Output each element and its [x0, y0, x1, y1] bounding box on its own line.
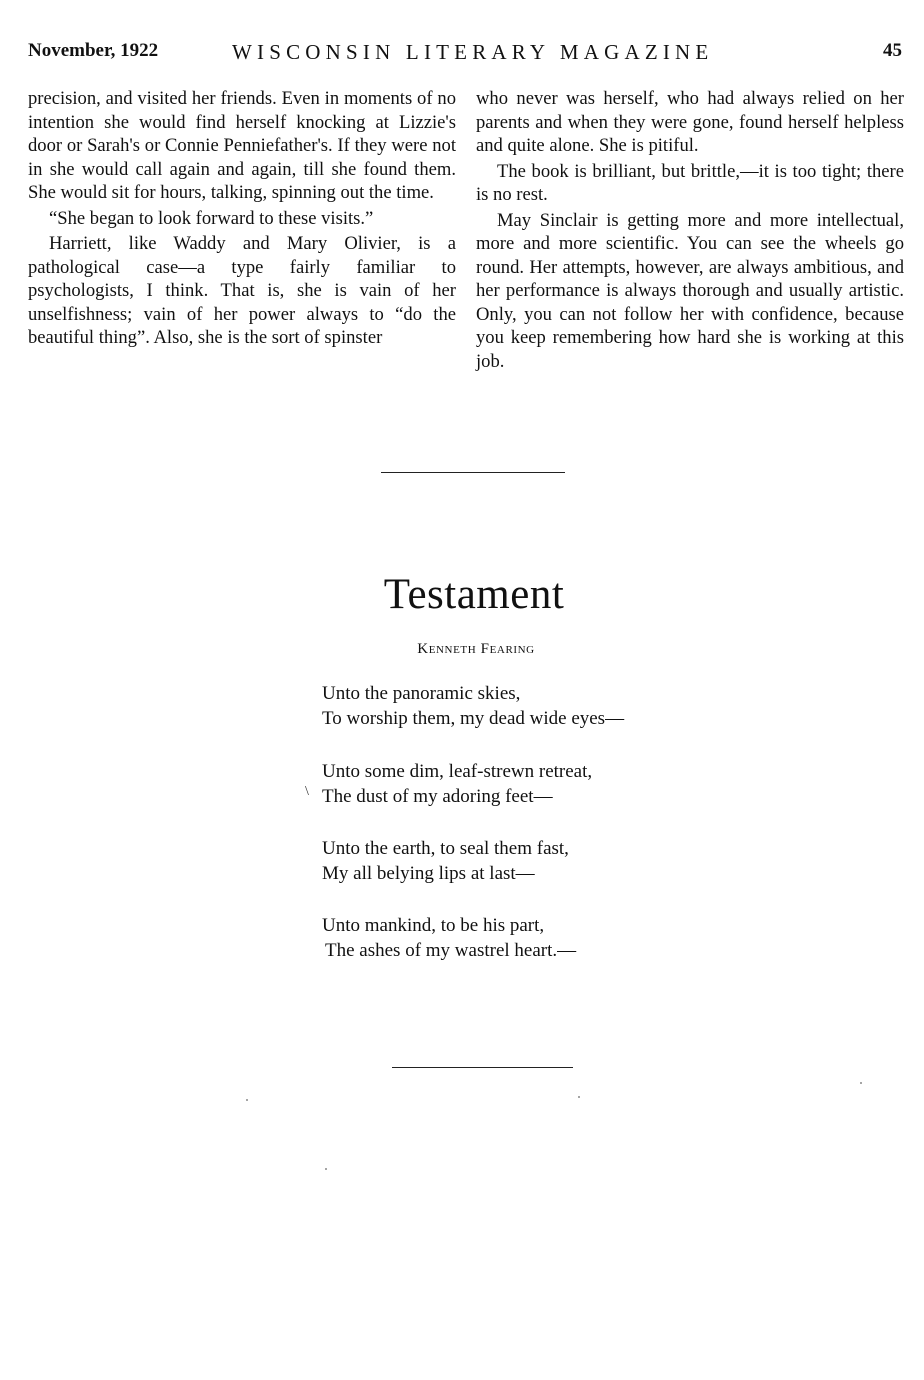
poem-stanza — [322, 682, 624, 731]
paragraph: Harriett, like Waddy and Mary Olivier, is a pathological case—a type fairly familiar to psychologists, I think. That is, she is vain of her unselfishness; vain of her power always to “do the beautiful thing”. Also, she is the sort of spinster — [28, 233, 456, 348]
margin-mark: \ — [305, 784, 309, 799]
paper-speck — [246, 1099, 248, 1101]
paragraph: precision, and visited her friends. Even in moments of no intention she would find herself knocking at Lizzie's door or Sarah's or Connie Penniefather's. If they were not in she would call again and again, till she found them. She would sit for hours, talking, spinning out the time. — [28, 88, 456, 203]
paragraph: “She began to look forward to these visits.” — [49, 207, 374, 229]
poem-line: Unto mankind, to be his part, — [322, 915, 545, 936]
paragraph: The book is brilliant, but brittle,—it is too tight; there is no rest. — [476, 160, 904, 205]
poem-line: To worship them, my dead wide eyes— — [322, 707, 625, 729]
poem-line: The ashes of my wastrel heart.— — [325, 939, 577, 961]
paragraph: May Sinclair is getting more and more intellectual, more and more scientific. You can see the wheels go round. Her attempts, however, are always ambitious, and her performance is always thorough and usually artistic. Only, you can not follow her with confidence, because you keep remembering how hard she is working at this job. — [476, 209, 904, 372]
paper-speck — [578, 1096, 580, 1098]
poem-line: My all belying lips at last— — [322, 862, 535, 884]
page-number: 45 — [883, 40, 902, 61]
poem-author: Kenneth Fearing — [417, 641, 535, 657]
paper-speck — [325, 1168, 327, 1170]
poem-line: The dust of my adoring feet— — [322, 785, 553, 807]
section-divider — [381, 472, 565, 473]
poem-stanza — [322, 837, 569, 886]
poem-stanza — [322, 760, 592, 809]
article-columns — [28, 87, 904, 373]
end-divider — [392, 1067, 573, 1068]
paragraph: who never was herself, who had always relied on her parents and when they were gone, found herself helpless and quite alone. She is pitiful. — [476, 88, 904, 156]
poem-stanza — [322, 914, 576, 963]
issue-date: November, 1922 — [28, 40, 159, 61]
poem-title: Testament — [383, 571, 565, 618]
magazine-title: WISCONSIN LITERARY MAGAZINE — [232, 40, 714, 64]
running-header — [28, 40, 902, 68]
poem-line: Unto some dim, leaf-strewn retreat, — [322, 761, 593, 782]
paper-speck — [860, 1082, 862, 1084]
right-column — [476, 87, 904, 373]
poem-line: Unto the panoramic skies, — [322, 683, 521, 704]
left-column — [28, 87, 456, 373]
poem-line: Unto the earth, to seal them fast, — [322, 838, 569, 859]
